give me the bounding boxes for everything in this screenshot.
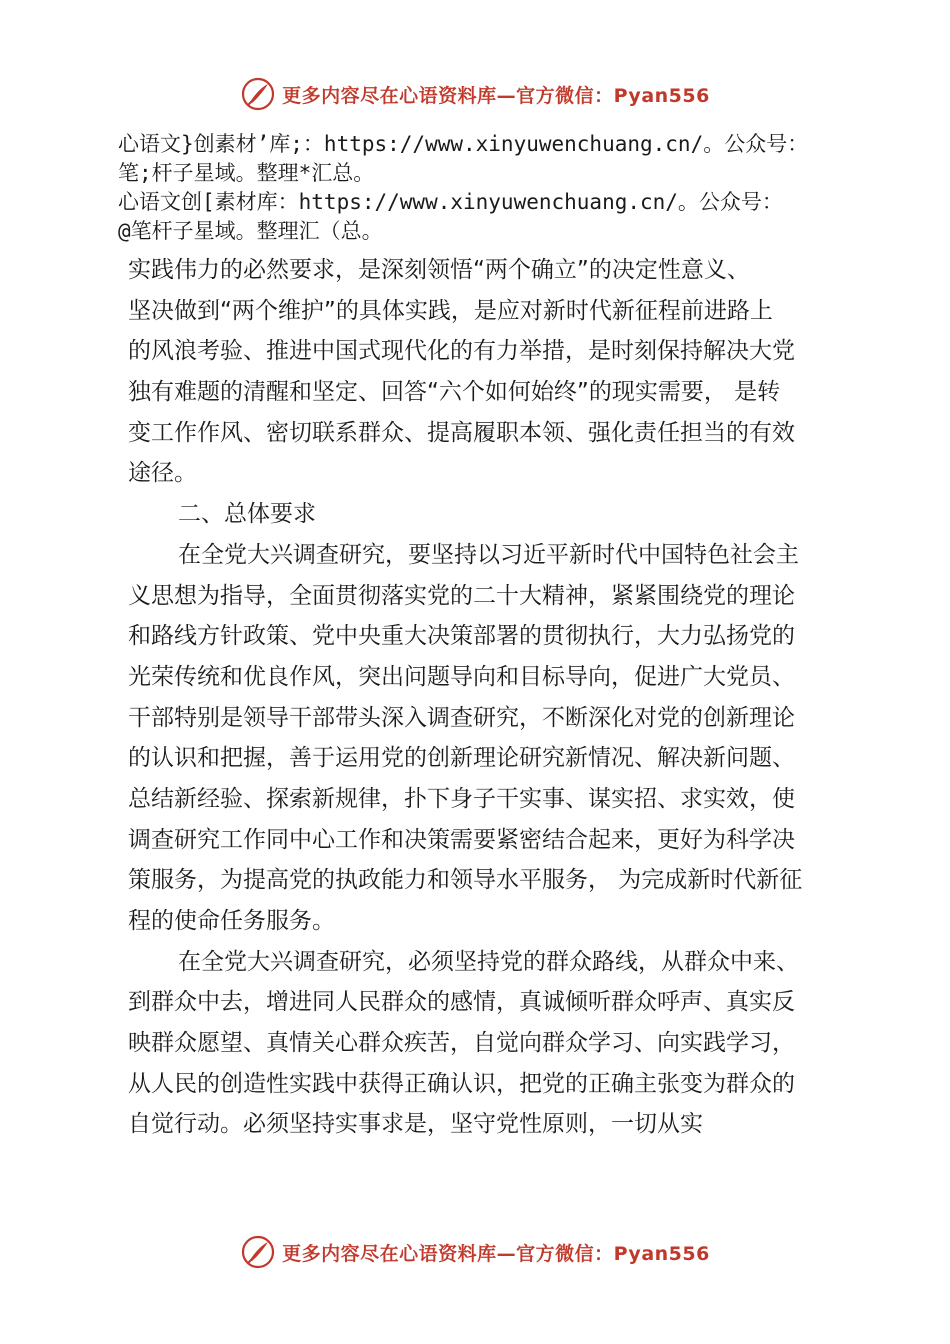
- footer-banner: [0, 1230, 950, 1274]
- body-line: 实践伟力的必然要求，是深刻领悟“两个确立”的决定性意义、: [128, 257, 750, 283]
- watermark-line: @笔杆子星域。整理汇（总。: [118, 219, 383, 243]
- body-line: 变工作作风、密切联系群众、提高履职本领、强化责任担当的有效: [128, 419, 795, 446]
- section-heading: 二、总体要求: [178, 501, 316, 528]
- watermark-line: 心语文创[素材库：https://www.xinyuwenchuang.cn/。公众号：: [118, 190, 783, 214]
- body-line: 从人民的创造性实践中获得正确认识，把党的正确主张变为群众的: [128, 1070, 795, 1097]
- body-line: 义思想为指导，全面贯彻落实党的二十大精神，紧紧围绕党的理论: [128, 582, 795, 609]
- document-body: [128, 250, 850, 1145]
- body-line: 自觉行动。必须坚持实事求是，坚守党性原则，一切从实: [128, 1111, 703, 1138]
- body-line: 程的使命任务服务。: [128, 908, 335, 934]
- body-line: 独有难题的清醒和坚定、回答“六个如何始终”的现实需要， 是转: [128, 379, 781, 406]
- header-banner-text: 更多内容尽在心语资料库—官方微信：Pyan556: [282, 84, 710, 107]
- watermark-line: 笔;杆子星域。整理*汇总。: [118, 161, 375, 185]
- body-line: 光荣传统和优良作风，突出问题导向和目标导向，促进广大党员、: [128, 663, 795, 690]
- quill-seal-icon: [240, 1234, 276, 1270]
- body-line: 总结新经验、探索新规律，扑下身子干实事、谋实招、求实效，使: [128, 785, 795, 812]
- quill-seal-icon: [240, 76, 276, 112]
- footer-banner-text: 更多内容尽在心语资料库—官方微信：Pyan556: [282, 1242, 710, 1265]
- body-line: 到群众中去，增进同人民群众的感情，真诚倾听群众呼声、真实反: [128, 989, 795, 1016]
- body-line: 和路线方针政策、党中央重大决策部署的贯彻执行，大力弘扬党的: [128, 623, 795, 650]
- body-line: 调查研究工作同中心工作和决策需要紧密结合起来，更好为科学决: [128, 826, 795, 853]
- body-line: 的风浪考验、推进中国式现代化的有力举措，是时刻保持解决大党: [128, 338, 795, 365]
- body-line: 坚决做到“两个维护”的具体实践，是应对新时代新征程前进路上: [128, 297, 773, 324]
- body-line: 在全党大兴调查研究，必须坚持党的群众路线，从群众中来、: [178, 948, 799, 975]
- body-line: 的认识和把握，善于运用党的创新理论研究新情况、解决新问题、: [128, 745, 795, 772]
- header-banner: [0, 72, 950, 116]
- watermark-line: 心语文}创素材’库;：https://www.xinyuwenchuang.cn/。公众号：: [118, 132, 809, 156]
- body-line: 策服务，为提高党的执政能力和领导水平服务， 为完成新时代新征: [128, 867, 803, 894]
- body-line: 途径。: [128, 460, 197, 487]
- body-line: 在全党大兴调查研究，要坚持以习近平新时代中国特色社会主: [178, 541, 799, 568]
- body-line: 映群众愿望、真情关心群众疾苦，自觉向群众学习、向实践学习，: [128, 1030, 795, 1057]
- body-line: 干部特别是领导干部带头深入调查研究，不断深化对党的创新理论: [128, 704, 795, 731]
